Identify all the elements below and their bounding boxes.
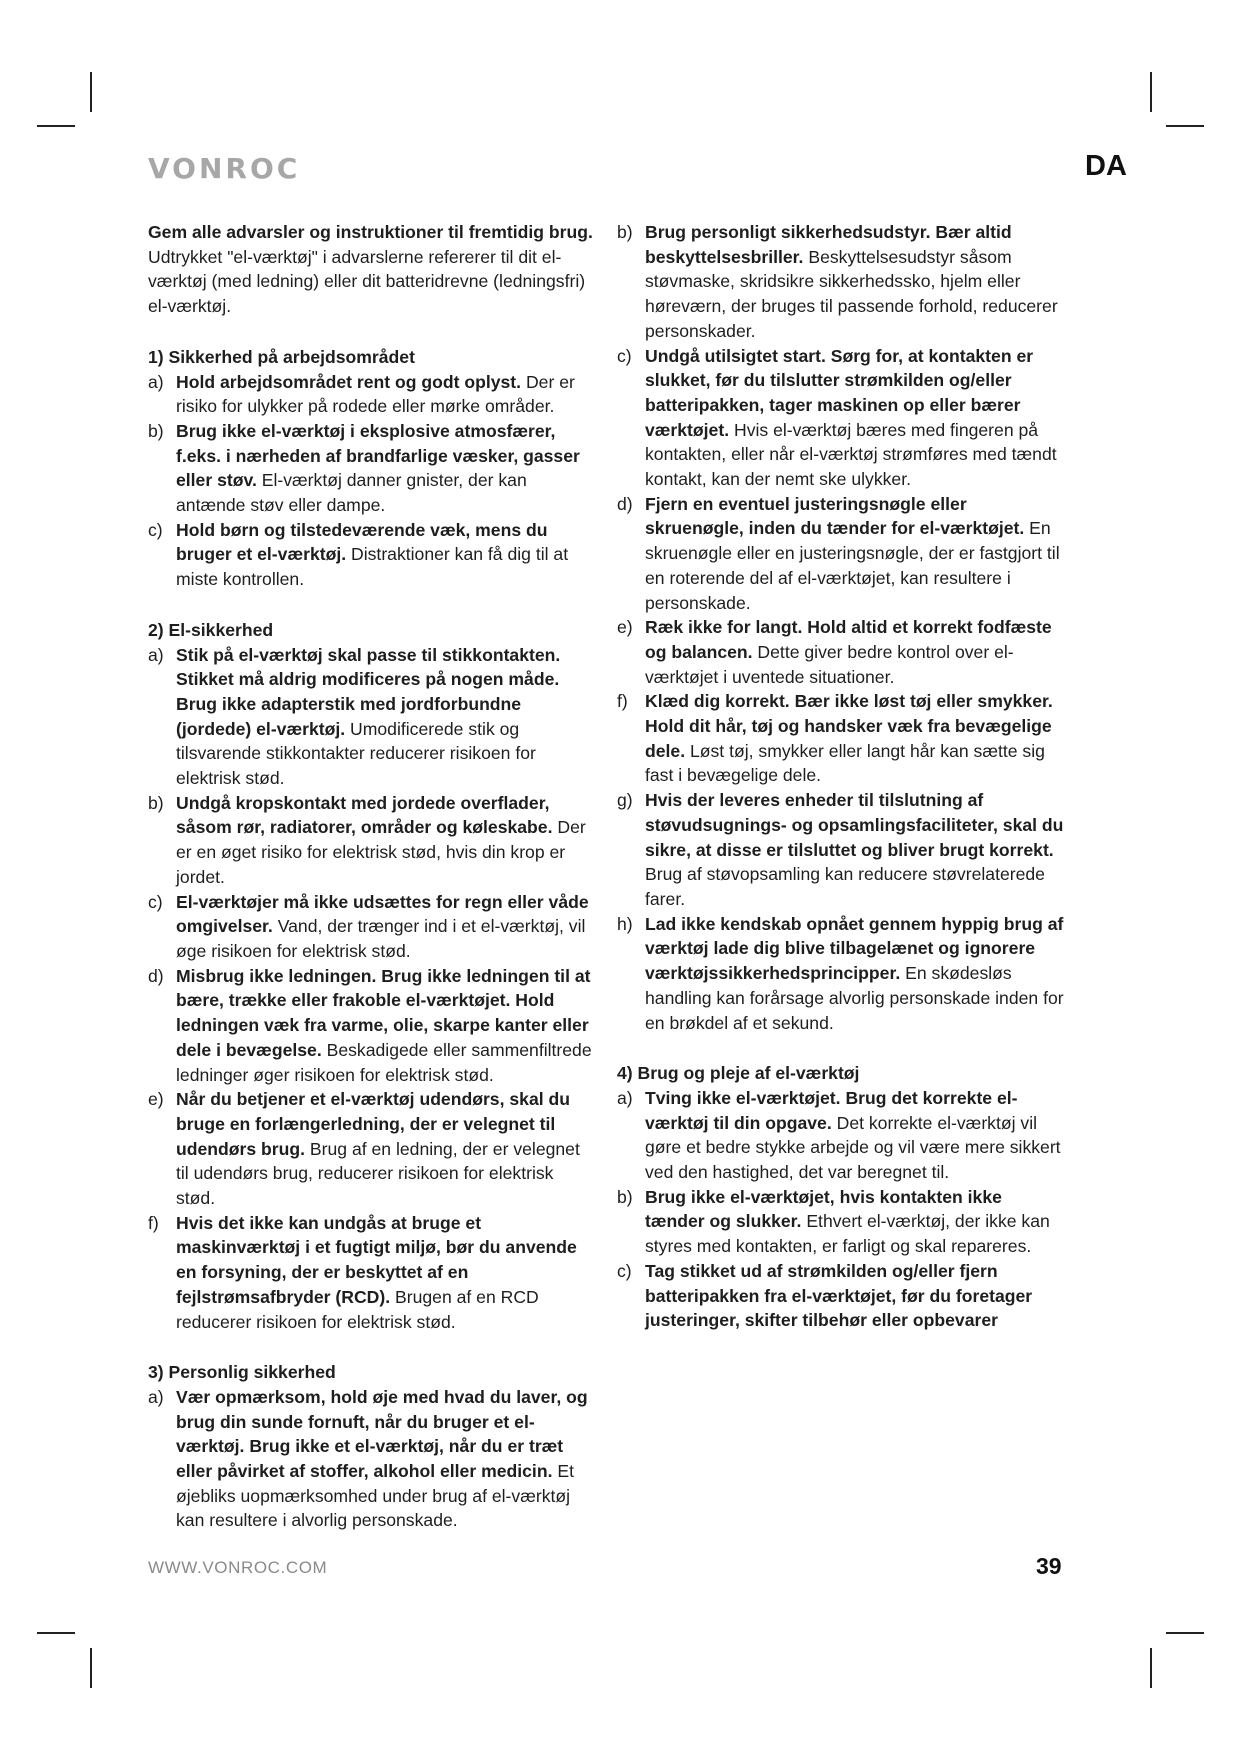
crop-mark (90, 1648, 92, 1688)
list-item: a) Tving ikke el-værktøjet. Brug det korrekte el-værktøj til din opgave. Det korrekte el-værktøj vil gøre et bedre stykke arbejde og vil være mere sikkert ved den hastighed, det var beregnet til. (617, 1087, 1061, 1183)
section-title: 3) Personlig sikkerhed (148, 1362, 336, 1383)
list-item: f) Hvis det ikke kan undgås at bruge et maskinværktøj i et fugtigt miljø, bør du anvende en forsyning, der er beskyttet af en fejlstrømsafbryder (RCD). Brugen af en RCD reducerer risikoen for elektrisk stød. (148, 1212, 577, 1332)
intro-paragraph: Gem alle advarsler og instruktioner til fremtidig brug. Udtrykket "el-værktøj" i advarslerne refererer til dit el-værktøj (med ledning) eller dit batteridrevne (ledningsfri) el-værktøj. (148, 222, 593, 317)
list-item: a) Vær opmærksom, hold øje med hvad du laver, og brug din sunde fornuft, når du bruger et el-værktøj. Brug ikke et el-værktøj, når du er træt eller påvirket af stoffer, alkohol eller medicin. Et øjebliks uopmærksomhed under brug af el-værktøj kan resultere i alvorlig personskade. (148, 1386, 588, 1531)
list-item: d) Misbrug ikke ledningen. Brug ikke ledningen til at bære, trække eller frakoble el-værktøjet. Hold ledningen væk fra varme, olie, skarpe kanter eller dele i bevægelse. Beskadigede eller sammenfiltrede ledninger øger risikoen for elektrisk stød. (148, 965, 592, 1085)
list-item: c) El-værktøjer må ikke udsættes for regn eller våde omgivelser. Vand, der trænger ind i et el-værktøj, vil øge risikoen for elektrisk stød. (148, 891, 589, 961)
page-number: 39 (1036, 1553, 1062, 1579)
crop-mark (90, 72, 92, 112)
list-item: b) Brug ikke el-værktøj i eksplosive atmosfærer, f.eks. i nærheden af brandfarlige væsker, gasser eller støv. El-værktøj danner gnister, der kan antænde støv eller dampe. (148, 420, 580, 516)
list-item: e) Ræk ikke for langt. Hold altid et korrekt fodfæste og balancen. Dette giver bedre kontrol over el-værktøjet i uventede situationer. (617, 617, 1052, 687)
list-item: a) Hold arbejdsområdet rent og godt oplyst. Der er risiko for ulykker på rodede eller mørke områder. (148, 371, 575, 417)
list-item: f) Klæd dig korrekt. Bær ikke løst tøj eller smykker. Hold dit hår, tøj og handsker væk fra bevægelige dele. Løst tøj, smykker eller langt hår kan sætte sig fast i bevægelige dele. (617, 691, 1053, 786)
crop-mark (37, 1632, 75, 1634)
footer-url: WWW.VONROC.COM (148, 1558, 328, 1577)
list-item: b) Brug ikke el-værktøjet, hvis kontakten ikke tænder og slukker. Ethvert el-værktøj, der ikke kan styres med kontakten, er farligt og skal repareres. (617, 1186, 1050, 1257)
crop-mark (37, 125, 75, 127)
list-item: c) Undgå utilsigtet start. Sørg for, at kontakten er slukket, før du tilslutter strømkilden og/eller batteripakken, tager maskinen op eller bærer værktøjet. Hvis el-værktøj bæres med fingeren på kontakten, eller når el-værktøj strømføres med tændt kontakt, kan der nemt ske ulykker. (617, 345, 1057, 490)
list-item: g) Hvis der leveres enheder til tilslutning af støvudsugnings- og opsamlingsfaciliteter, skal du sikre, at disse er tilsluttet og bliver brugt korrekt. Brug af støvopsamling kan reducere støvrelaterede farer. (617, 790, 1064, 909)
crop-mark (1150, 72, 1152, 112)
brand-logo: VONROC (148, 152, 301, 185)
list-item: c) Hold børn og tilstedeværende væk, mens du bruger et el-værktøj. Distraktioner kan få dig til at miste kontrollen. (148, 519, 569, 590)
left-column (148, 220, 596, 1533)
section-title: 4) Brug og pleje af el-værktøj (617, 1063, 860, 1084)
list-item: b) Undgå kropskontakt med jordede overflader, såsom rør, radiatorer, områder og køleskabe. Der er en øget risiko for elektrisk stød, hvis din krop er jordet. (148, 792, 586, 887)
right-column (617, 220, 1065, 1333)
list-item: d) Fjern en eventuel justeringsnøgle eller skruenøgle, inden du tænder for el-værktøjet. En skruenøgle eller en justeringsnøgle, der er fastgjort til en roterende del af el-værktøjet, kan resultere i personskade. (617, 493, 1060, 613)
list-item: e) Når du betjener et el-værktøj udendørs, skal du bruge en forlængerledning, der er velegnet til udendørs brug. Brug af en ledning, der er velegnet til udendørs brug, reducerer risikoen for elektrisk stød. (148, 1089, 580, 1209)
section-title: 2) El-sikkerhed (148, 619, 274, 640)
language-code: DA (1085, 150, 1127, 182)
list-item: b) Brug personligt sikkerhedsudstyr. Bær altid beskyttelsesbriller. Beskyttelsesudstyr såsom støvmaske, skridsikre sikkerhedssko, hjelm eller høreværn, der bruges til passende forhold, reducerer personskader. (617, 222, 1058, 341)
list-item: h) Lad ikke kendskab opnået gennem hyppig brug af værktøj lade dig blive tilbagelænet og ignorere værktøjssikkerhedsprincipper. En skødesløs handling kan forårsage alvorlig personskade inden for en brøkdel af et sekund. (617, 913, 1064, 1033)
crop-mark (1166, 125, 1204, 127)
section-title: 1) Sikkerhed på arbejdsområdet (148, 346, 415, 367)
crop-mark (1166, 1632, 1204, 1634)
list-item: c) Tag stikket ud af strømkilden og/eller fjern batteripakken fra el-værktøjet, før du foretager justeringer, skifter tilbehør eller opbevarer (617, 1260, 1033, 1331)
list-item: a) Stik på el-værktøj skal passe til stikkontakten. Stikket må aldrig modificeres på nogen måde. Brug ikke adapterstik med jordforbundne (jordede) el-værktøj. Umodificerede stik og tilsvarende stikkontakter reducerer risikoen for elektrisk stød. (148, 644, 561, 789)
crop-mark (1150, 1648, 1152, 1688)
